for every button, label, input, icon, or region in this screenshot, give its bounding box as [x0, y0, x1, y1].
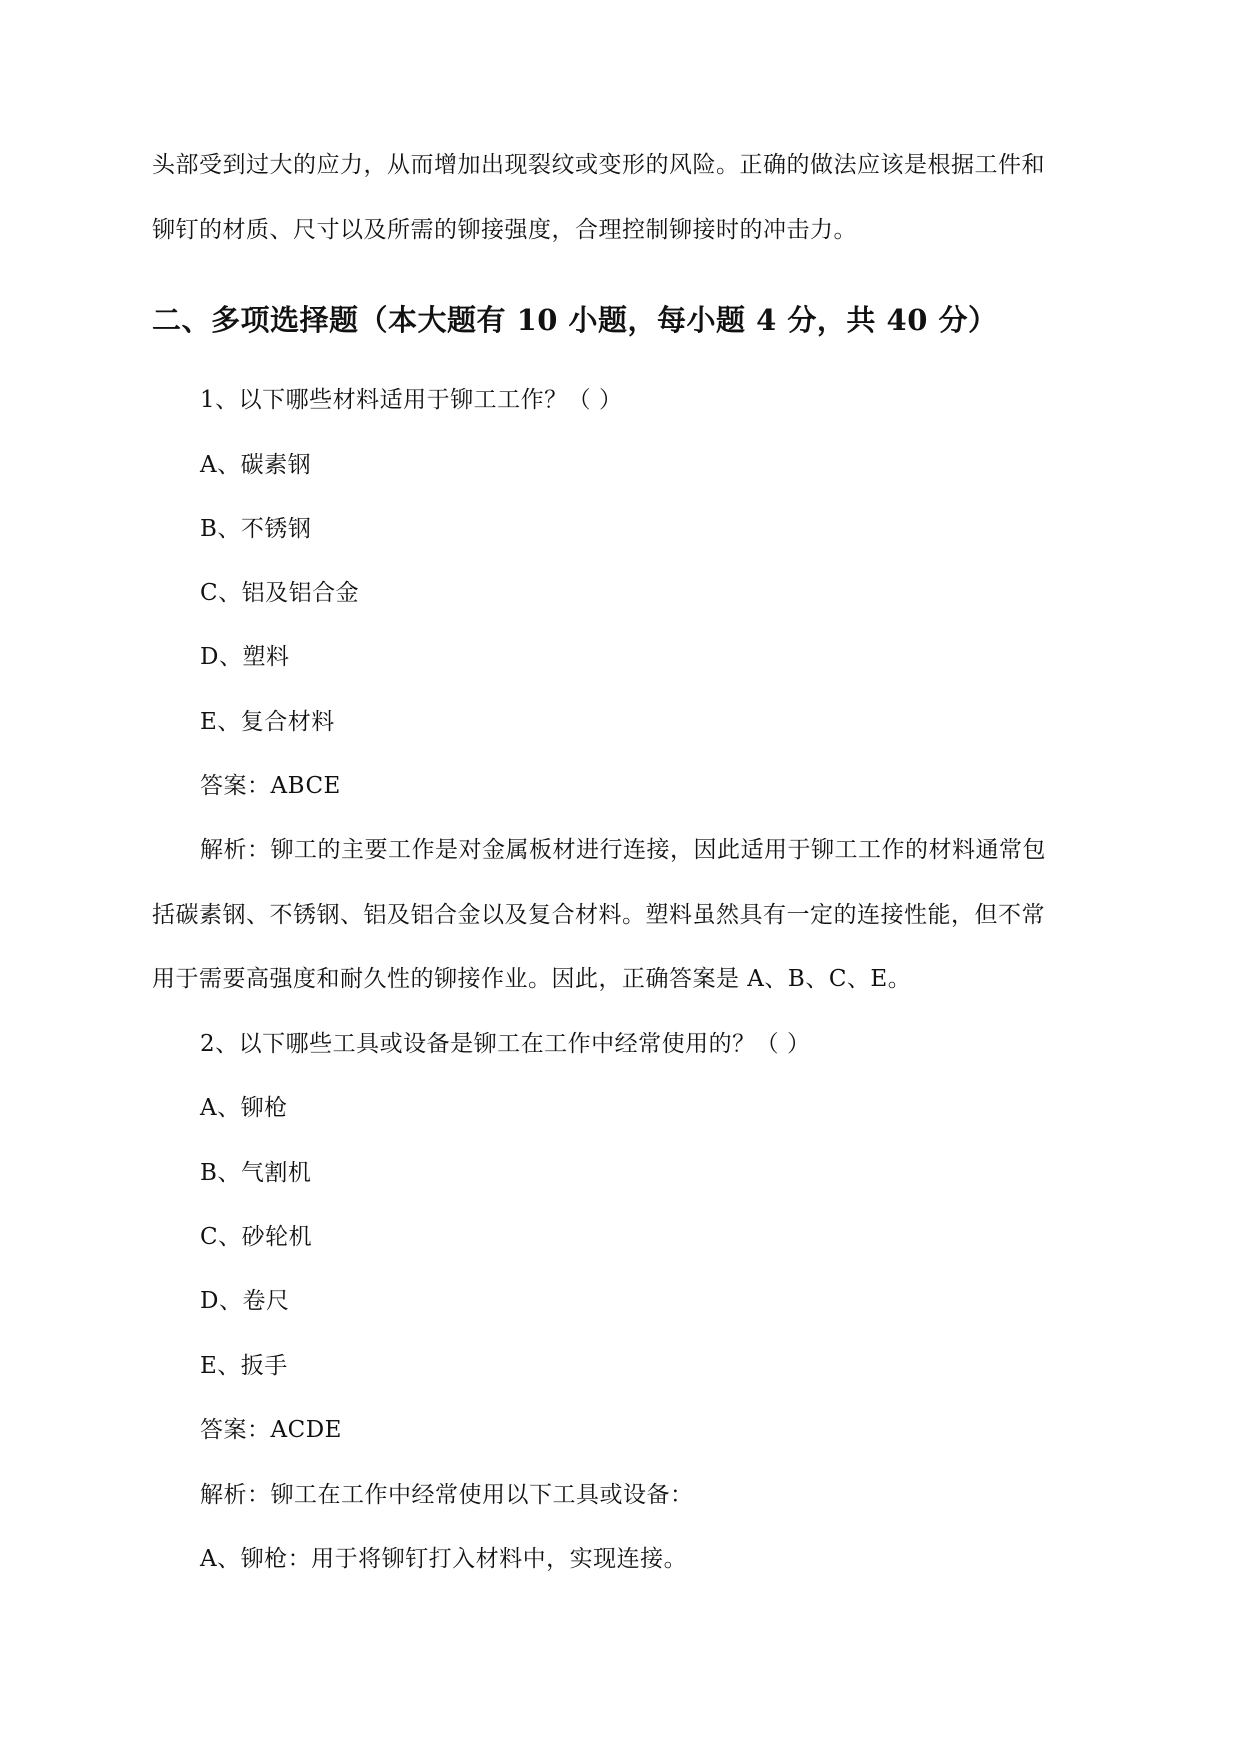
question-option: D、卷尺: [200, 1288, 290, 1314]
question-option: E、复合材料: [200, 709, 335, 735]
analysis-line: 解析：铆工的主要工作是对金属板材进行连接，因此适用于铆工工作的材料通常包: [200, 837, 1046, 863]
question-stem: 2、以下哪些工具或设备是铆工在工作中经常使用的？（ ）: [200, 1031, 811, 1057]
answer-line: 答案：ABCE: [200, 773, 341, 799]
section-heading: 二、多项选择题（本大题有 10 小题，每小题 4 分，共 40 分）: [152, 303, 998, 337]
question-option: C、砂轮机: [200, 1224, 313, 1250]
paragraph-line: 铆钉的材质、尺寸以及所需的铆接强度，合理控制铆接时的冲击力。: [152, 217, 857, 243]
answer-line: 答案：ACDE: [200, 1417, 342, 1443]
question-option: B、气割机: [200, 1160, 312, 1186]
question-option: D、塑料: [200, 644, 290, 670]
question-stem: 1、以下哪些材料适用于铆工工作？（ ）: [200, 387, 623, 413]
paragraph-line: 头部受到过大的应力，从而增加出现裂纹或变形的风险。正确的做法应该是根据工件和: [152, 152, 1045, 178]
analysis-line: 括碳素钢、不锈钢、铝及铝合金以及复合材料。塑料虽然具有一定的连接性能，但不常: [152, 902, 1045, 928]
question-option: E、扳手: [200, 1353, 288, 1379]
analysis-line: 用于需要高强度和耐久性的铆接作业。因此，正确答案是 A、B、C、E。: [152, 966, 912, 992]
question-option: A、碳素钢: [200, 452, 312, 478]
question-option: B、不锈钢: [200, 516, 312, 542]
question-option: C、铝及铝合金: [200, 580, 360, 606]
analysis-line: A、铆枪：用于将铆钉打入材料中，实现连接。: [200, 1546, 688, 1572]
analysis-line: 解析：铆工在工作中经常使用以下工具或设备：: [200, 1482, 694, 1508]
question-option: A、铆枪: [200, 1095, 288, 1121]
